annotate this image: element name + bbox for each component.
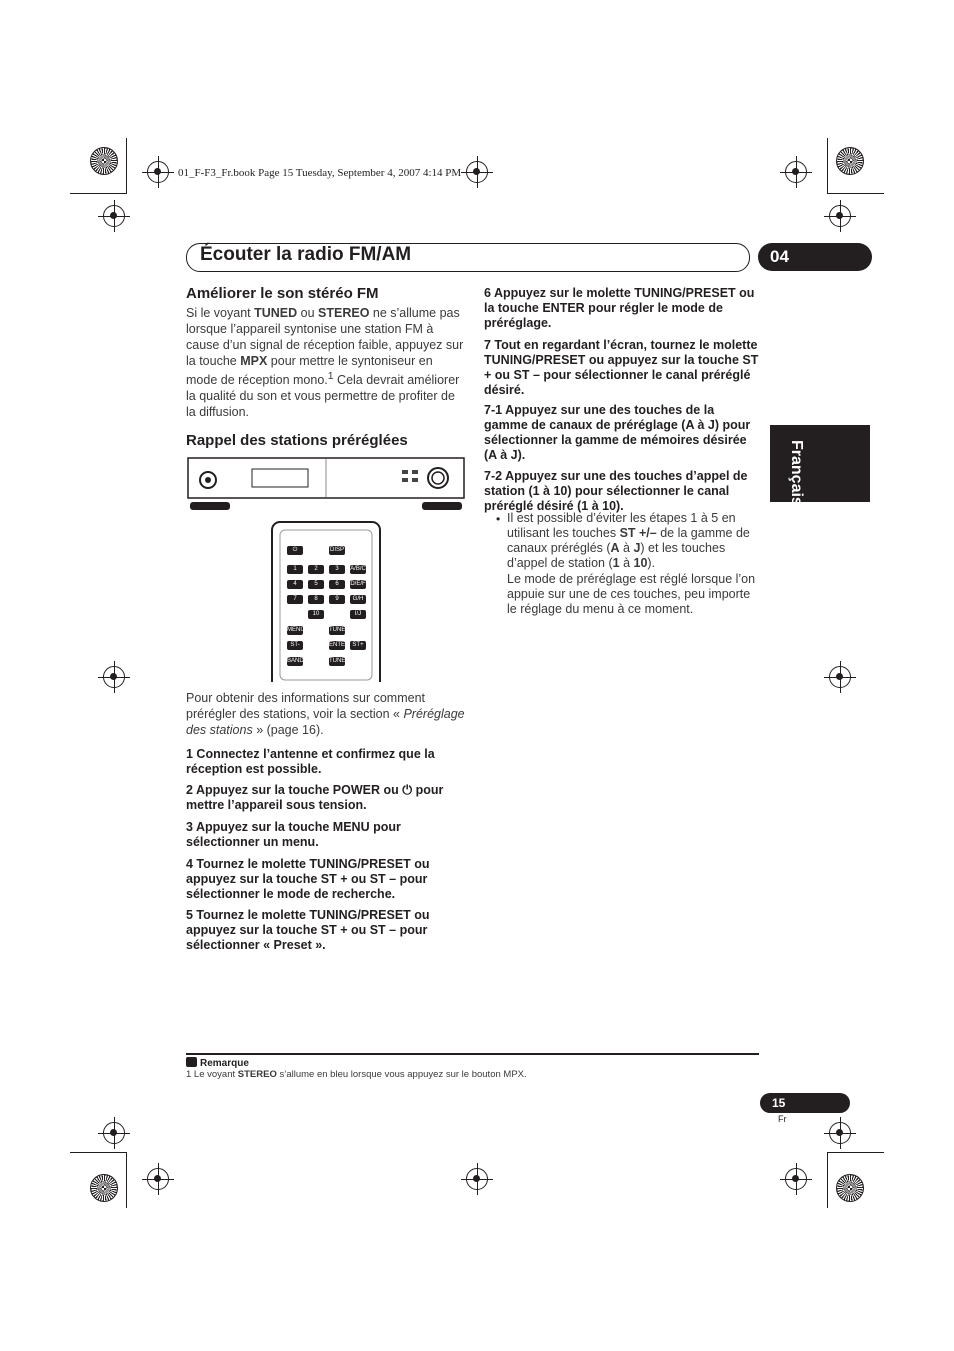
section-heading: Rappel des stations préréglées [186,432,408,449]
registration-star-icon [90,1174,118,1202]
footnote-text: 1 Le voyant STEREO s’allume en bleu lorsque vous appuyez sur le bouton MPX. [186,1069,527,1080]
remote-button[interactable]: MENU [287,627,305,633]
remote-button[interactable]: 3 [329,565,345,574]
bullet-followup: Le mode de préréglage est réglé lorsque l’on appuie sur une de ces touches, peu importe le réglage du menu à ce moment. [507,572,756,616]
page-number: 15 [760,1093,850,1113]
book-header: 01_F-F3_Fr.book Page 15 Tuesday, September 4, 2007 4:14 PM [178,167,462,179]
remote-button[interactable]: 2 [308,565,324,574]
crop-mark [828,193,884,194]
step-item: 7-1 Appuyez sur une des touches de la gamme de canaux de préréglage (A à J) pour sélectionner la gamme de mémoires désirée (A à J). [484,403,751,462]
crosshair-icon [829,666,851,688]
crosshair-icon [829,1122,851,1144]
remote-button[interactable]: TUNE- [329,658,348,664]
remote-button[interactable]: D/E/F [350,581,366,587]
crop-mark [70,1152,126,1153]
crosshair-icon [103,205,125,227]
step-item: 5 Tournez le molette TUNING/PRESET ou appuyez sur la touche ST + ou ST – pour sélectionner « Preset ». [186,908,430,952]
remote-button[interactable]: G/H [350,595,366,604]
remote-button[interactable]: 9 [329,595,345,604]
crosshair-icon [785,161,807,183]
remote-button[interactable]: 4 [287,580,303,589]
registration-star-icon [836,147,864,175]
remote-button[interactable]: ENTER [329,642,350,648]
remote-button[interactable]: 8 [308,595,324,604]
tuner-illustration [186,456,466,516]
crosshair-icon [829,205,851,227]
step-item: 4 Tournez le molette TUNING/PRESET ou appuyez sur la touche ST + ou ST – pour sélectionner le mode de recherche. [186,857,430,901]
note-icon [186,1057,197,1067]
remote-button[interactable]: I/J [350,610,366,619]
step-item: 6 Appuyez sur le molette TUNING/PRESET ou la touche ENTER pour régler le mode de préréglage. [484,286,755,330]
remote-button[interactable]: ST- [287,641,303,650]
power-button[interactable]: ⏻ [287,546,303,555]
step-item: 1 Connectez l’antenne et confirmez que la réception est possible. [186,747,435,776]
crosshair-icon [147,161,169,183]
crosshair-icon [103,1122,125,1144]
step-item: 3 Appuyez sur la touche MENU pour sélectionner un menu. [186,820,401,849]
remote-button[interactable]: 5 [308,580,324,589]
section-paragraph: Si le voyant TUNED ou STEREO ne s’allume pas lorsque l’appareil syntonise une station FM à cause d’un signal de réception faible, appuyez sur la touche MPX pour mettre le syntoniseur en mode de réception mono.$^1$ Cela devrait améliorer la qualité du son et vous permettre de profiter de la diffusion. [186,306,464,420]
remote-button[interactable]: ST+ [350,641,366,650]
crosshair-icon [103,666,125,688]
crosshair-icon [147,1168,169,1190]
remote-button[interactable]: TUNE+ [329,627,349,633]
language-label: Français [788,440,805,506]
crosshair-icon [785,1168,807,1190]
section-preset-heading [186,432,466,449]
chapter-number: 04 [758,243,872,271]
remote-button[interactable]: 7 [287,595,303,604]
remote-button[interactable]: BAND [287,658,304,664]
remote-button[interactable]: 10 [308,610,324,619]
crosshair-icon [466,161,488,183]
crop-mark [827,138,828,194]
bullet-icon: • [496,512,501,526]
crop-mark [70,193,126,194]
step-item: 7-2 Appuyez sur une des touches d’appel de station (1 à 10) pour sélectionner le canal préréglé désiré (1 à 10). [484,469,748,513]
remote-button[interactable]: 6 [329,580,345,589]
remote-button[interactable]: DISP [329,547,344,553]
registration-star-icon [836,1174,864,1202]
crosshair-icon [466,1168,488,1190]
section-heading: Améliorer le son stéréo FM [186,285,379,302]
footnote-label: Remarque [186,1057,249,1069]
step-item: 7 Tout en regardant l’écran, tournez le molette TUNING/PRESET ou appuyez sur la touche ST + ou ST – pour sélectionner le canal préréglé désiré. [484,338,759,397]
section-fm-stereo [186,285,466,420]
remote-button[interactable]: 1 [287,565,303,574]
crop-mark [828,1152,884,1153]
page-language: Fr [778,1114,787,1124]
crop-mark [126,1152,127,1208]
chapter-title: Écouter la radio FM/AM [200,244,412,265]
bullet-text: Il est possible d’éviter les étapes 1 à 5 en utilisant les touches ST +/– de la gamme de canaux préréglés (A à J) et les touches d’appel de station (1 à 10). [507,511,750,570]
crop-mark [827,1152,828,1208]
crop-mark [126,138,127,194]
preset-intro: Pour obtenir des informations sur comment prérégler des stations, voir la section « Préréglage des stations » (page 16). [186,691,465,737]
registration-star-icon [90,147,118,175]
remote-button[interactable]: A/B/C [350,566,366,572]
footnote-rule [186,1053,759,1055]
step-item: 2 Appuyez sur la touche POWER ou ⏻ pour mettre l’appareil sous tension. [186,783,444,812]
